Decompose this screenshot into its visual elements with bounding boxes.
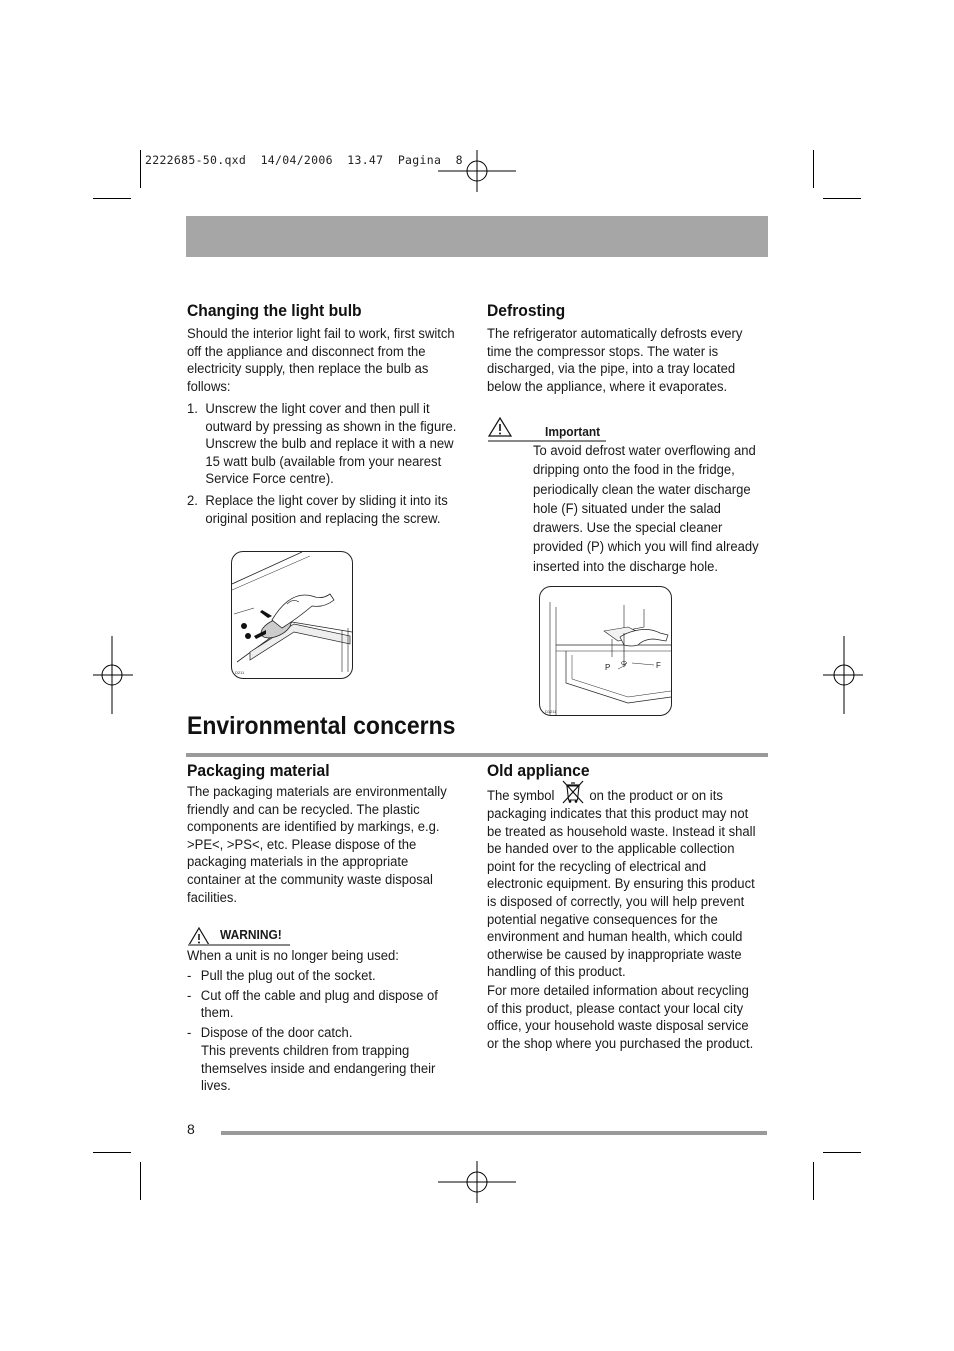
footer-rule <box>221 1131 767 1135</box>
warning-label: WARNING! <box>220 927 282 942</box>
list-item <box>187 988 458 1023</box>
registration-mark-icon <box>438 150 516 192</box>
registration-mark-icon <box>823 636 863 714</box>
packaging-heading: Packaging material <box>187 761 330 780</box>
list-item-text: Cut off the cable and plug and dispose of them. <box>200 987 438 1022</box>
crop-mark <box>813 150 814 188</box>
packaging-body: The packaging materials are environmentally friendly and can be recycled. The plastic components are identified by markings, e.g. >PE<, >PS<, etc. Please dispose of the packaging materials in the appropriate container at the community waste disposal facilities. <box>187 784 447 906</box>
list-item-text: Pull the plug out of the socket. <box>200 968 376 984</box>
registration-mark-icon <box>93 636 133 714</box>
crossed-out-wheelie-bin-icon <box>562 780 584 804</box>
light-bulb-steps <box>187 401 465 532</box>
old-appliance-body-2: For more detailed information about recycling of this product, please contact your local city office, your household waste disposal service or the shop where you purchased the product. <box>487 983 754 1052</box>
crop-mark <box>93 198 131 199</box>
crop-mark <box>813 1162 814 1200</box>
warning-underline <box>188 944 290 946</box>
warning-triangle-icon <box>488 417 512 437</box>
important-label: Important <box>545 424 601 439</box>
step-number: 1. <box>187 401 198 417</box>
crop-mark <box>823 198 861 199</box>
important-text: To avoid defrost water overflowing and dripping onto the food in the fridge, periodically clean the water discharge hole (F) situated under the salad drawers. Use the special cleaner provided (P) which you will find already inserted into the discharge hole. <box>533 443 759 575</box>
step-number: 2. <box>187 492 198 509</box>
file-slug: 2222685-50.qxd 14/04/2006 13.47 Pagina 8 <box>145 153 463 167</box>
list-item <box>187 968 458 986</box>
crop-mark <box>140 150 141 188</box>
page-number: 8 <box>187 1121 195 1137</box>
light-bulb-heading: Changing the light bulb <box>187 301 362 320</box>
figure-code: D1211 <box>545 709 557 714</box>
list-dash: - <box>187 987 192 1004</box>
drain-hole-illustration <box>540 587 671 715</box>
figure-label-f: F <box>656 661 661 670</box>
old-appliance-heading: Old appliance <box>487 761 590 780</box>
section-header-bar <box>186 216 768 257</box>
old-appliance-body: packaging indicates that this product may not be treated as household waste. Instead it shall be handed over to the applicable collection point for the recycling of electrical and electronic equipment. By ensuring this product is disposed of correctly, you will help prevent potential negative consequences for the environment and human health, which could otherwise be caused by inappropriate waste handling of this product. <box>487 806 756 981</box>
symbol-text-after: on the product or on its <box>589 788 723 804</box>
figure-code: D211 <box>235 670 245 675</box>
defrosting-body: The refrigerator automatically defrosts every time the compressor stops. The water is discharged, via the pipe, into a tray located below the appliance, where it evaporates. <box>487 326 743 395</box>
list-item <box>187 401 465 489</box>
list-item-text: Dispose of the door catch. <box>200 1024 353 1041</box>
old-appliance-symbol-line <box>487 788 772 806</box>
step-text: Replace the light cover by sliding it into its original position and replacing the screw. <box>205 492 448 527</box>
registration-mark-icon <box>438 1161 516 1203</box>
crop-mark <box>823 1152 861 1153</box>
light-cover-illustration <box>232 552 352 678</box>
crop-mark <box>93 1152 131 1153</box>
defrost-figure <box>539 586 672 716</box>
warning-intro: When a unit is no longer being used: <box>187 948 399 964</box>
figure-label-p: P <box>605 663 611 672</box>
step-text: Unscrew the light cover and then pull it outward by pressing as shown in the figure. Unscrew the bulb and replace it with a new 15 watt bulb (available from your nearest Service Force centre). <box>205 401 457 488</box>
defrosting-heading: Defrosting <box>487 301 566 320</box>
light-bulb-figure <box>231 551 353 679</box>
list-dash: - <box>187 1024 192 1041</box>
warning-note: This prevents children from trapping themselves inside and endangering their lives. <box>201 1043 436 1095</box>
crop-mark <box>140 1162 141 1200</box>
light-bulb-intro: Should the interior light fail to work, first switch off the appliance and disconnect from the electricity supply, then replace the bulb as follows: <box>187 326 455 395</box>
list-dash: - <box>187 968 192 984</box>
warning-list <box>187 968 458 1042</box>
page-title: Environmental concerns <box>187 712 456 740</box>
list-item <box>187 493 465 528</box>
list-item <box>187 1025 458 1043</box>
title-rule <box>186 753 768 757</box>
symbol-text-before: The symbol <box>487 788 555 804</box>
